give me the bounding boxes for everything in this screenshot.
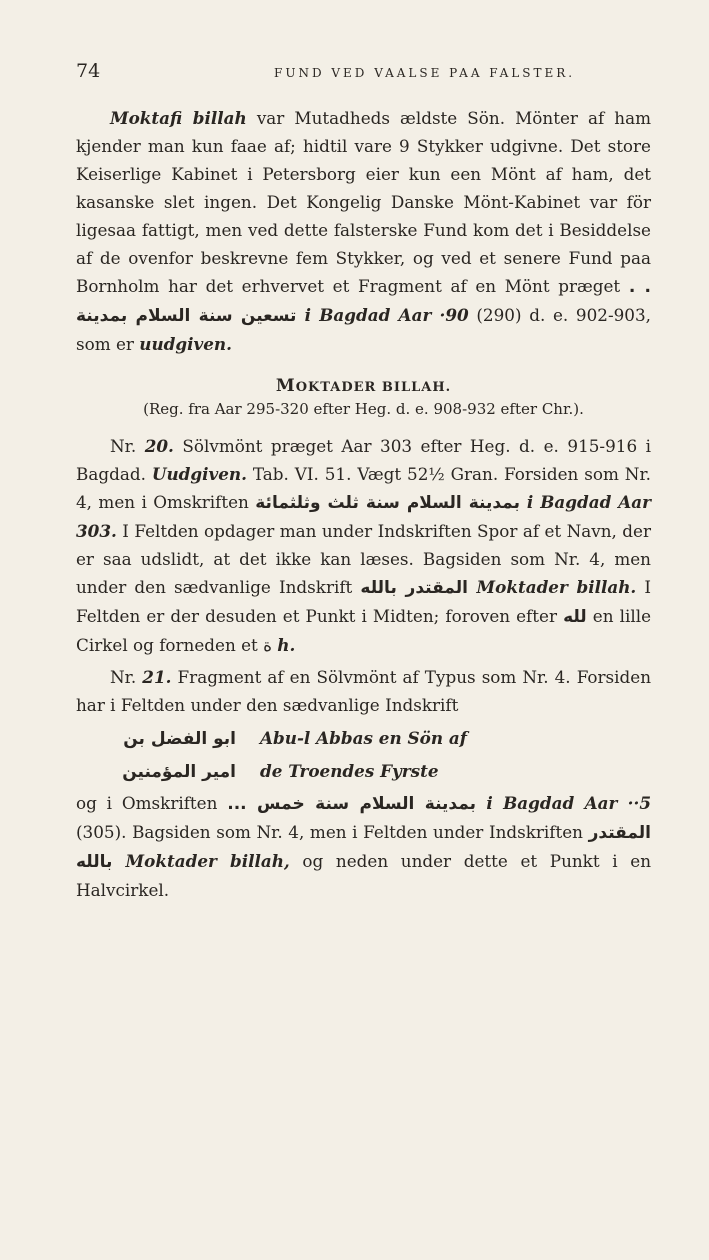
running-head: FUND VED VAALSE PAA FALSTER.: [274, 66, 576, 80]
arabic-inscription: امير المؤمنين: [122, 762, 236, 782]
arabic-inscription: المقتدر بالله: [76, 823, 651, 872]
inscription-line: [76, 723, 651, 754]
arabic-inscription: . . تسعين سنة السلام بمدينة: [76, 277, 651, 326]
section-title: MOKTADER BILLAH.: [275, 376, 452, 396]
arabic-inscription: بمدينة السلام سنة ثلث وثلثمائة: [255, 493, 520, 513]
entry-nr21-continued: og i Omskriften بمدينة السلام سنة خمس ... i Bagdad Aar ··5 (305). Bagsiden som Nr. 4, men i Feltden under Indskriften المقتدر بالله Moktader billah, og neden under dette et Punkt i en Halvcirkel.: [76, 793, 652, 900]
arabic-inscription: المقتدر بالله: [360, 578, 468, 598]
translation: de Troendes Fyrste: [260, 761, 439, 781]
paragraph-moktafi: Moktafi billah var Mutadheds ældste Sön. Mönter af ham kjender man kun faae af; hidtil vare 9 Stykker udgivne. Det store Keiserlige Kabinet i Petersborg eier kun een Mönt af ham, det kasanske slet ingen. Det Kongelig Danske Mönt-Kabinet var för ligesaa fattigt, men ved dette falsterske Fund kom det i Besiddelse af de ovenfor beskrevne fem Stykker, og ved et senere Fund paa Bornholm har det erhvervet et Fragment af en Mönt præget . . تسعين سنة السلام بمدينة i Bagdad Aar ·90 (290) d. e. 902-903, som er uudgiven.: [76, 108, 651, 354]
ruler-name: Moktafi billah: [110, 108, 247, 128]
page-header: [76, 60, 651, 82]
section-subtitle: (Reg. fra Aar 295-320 efter Heg. d. e. 908-932 efter Chr.).: [143, 400, 584, 418]
entry-nr20: Nr. 20. Sölvmönt præget Aar 303 efter Heg. d. e. 915-916 i Bagdad. Uudgiven. Tab. VI. 51. Vægt 52½ Gran. Forsiden som Nr. 4, men i Omskriften بمدينة السلام سنة ثلث وثلثمائة i Bagdad Aar 303. I Feltden opdager man under Indskriften Spor af et Navn, der er saa udslidt, at det ikke kan læses. Bagsiden som Nr. 4, men under den sædvanlige Indskrift المقتدر بالله Moktader billah. I Feltden er der desuden et Punkt i Midten; foroven efter لله en lille Cirkel og forneden et ة h.: [76, 436, 651, 655]
inscription-line: [76, 756, 651, 787]
translation: Abu-l Abbas en Sön af: [260, 728, 467, 748]
entry-nr21: Nr. 21. Fragment af en Sölvmönt af Typus som Nr. 4. Forsiden har i Feltden under den sædvanlige Indskrift: [76, 667, 652, 715]
arabic-inscription: بمدينة السلام سنة خمس ...: [227, 794, 477, 814]
arabic-inscription: لله: [563, 607, 587, 627]
page-number: 74: [76, 60, 101, 82]
arabic-inscription: ابو الفضل بن: [123, 729, 236, 749]
